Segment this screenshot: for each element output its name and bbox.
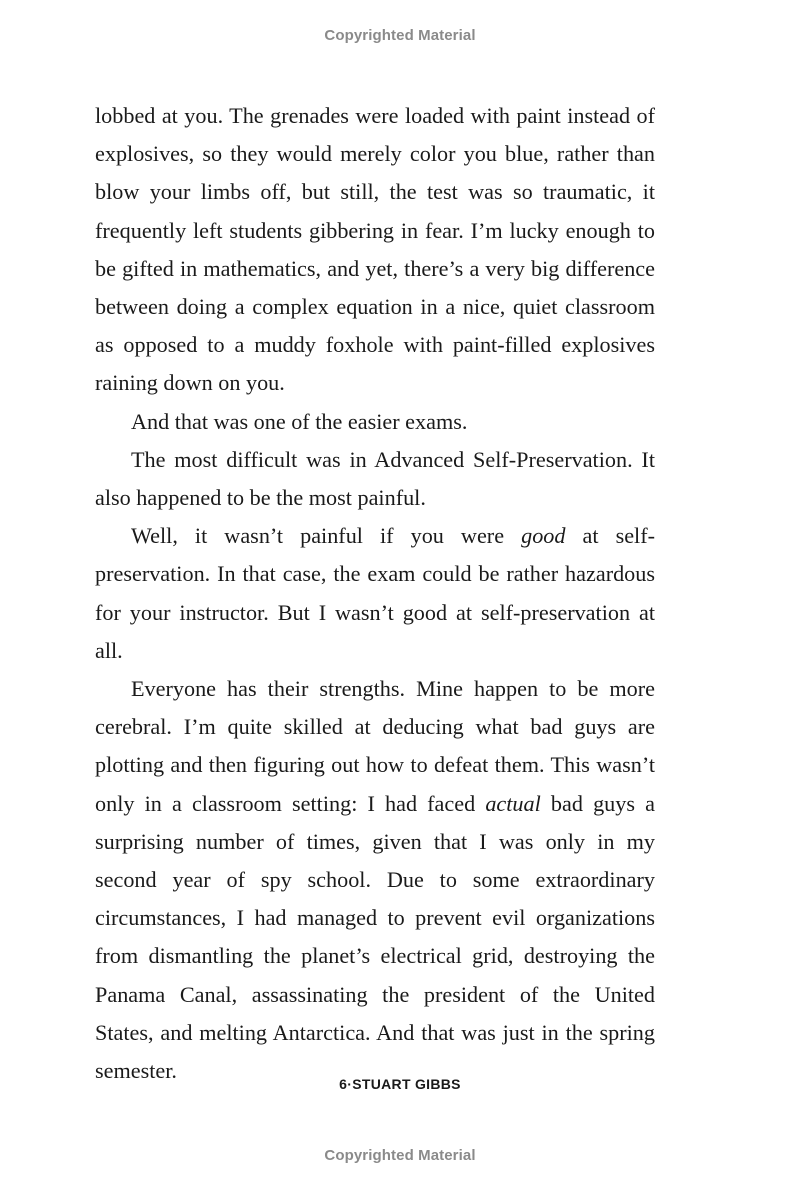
copyright-watermark-bottom: Copyrighted Material <box>324 1147 476 1164</box>
paragraph-1: lobbed at you. The grenades were loaded with paint instead of explosives, so they would merely color you blue, rather than blow your limbs off, but still, the test was so traumatic, it frequently left students gibbering in fear. I’m lucky enough to be gifted in mathematics, and yet, there’s a very big difference between doing a complex equation in a nice, quiet classroom as opposed to a muddy foxhole with paint-filled explosives raining down on you. <box>95 103 655 396</box>
paragraph-4-before: Well, it wasn’t painful if you were <box>131 523 522 549</box>
paragraph-5 <box>95 670 655 1090</box>
paragraph-3: The most difficult was in Advanced Self-Preservation. It also happened to be the most painful. <box>95 446 655 511</box>
paragraph-4-emphasis: good <box>521 523 566 549</box>
page-footer <box>0 1076 800 1092</box>
paragraph-4 <box>95 517 655 670</box>
copyright-watermark-top: Copyrighted Material <box>324 27 476 44</box>
paragraph-5-emphasis: actual <box>485 790 541 816</box>
paragraph-4-after: at self-preservation. In that case, the exam could be rather hazardous for your instructor. But I wasn’t good at self-preservation at all. <box>95 523 655 663</box>
footer-separator: · <box>347 1076 353 1092</box>
page-body <box>95 97 655 1090</box>
paragraph-5-before: Everyone has their strengths. Mine happen to be more cerebral. I’m quite skilled at deducing what bad guys are plotting and then figuring out how to defeat them. This wasn’t only in a classroom setting: I had faced <box>95 676 655 816</box>
paragraph-5-after: bad guys a surprising number of times, given that I was only in my second year of spy school. Due to some extraordinary circumstances, I had managed to prevent evil organizations from dismantling the planet’s electrical grid, destroying the Panama Canal, assassinating the president of the United States, and melting Antarctica. And that was just in the spring semester. <box>95 790 655 1084</box>
paragraph-2: And that was one of the easier exams. <box>131 408 468 434</box>
running-author: STUART GIBBS <box>352 1076 461 1092</box>
page-number: 6 <box>339 1076 348 1092</box>
